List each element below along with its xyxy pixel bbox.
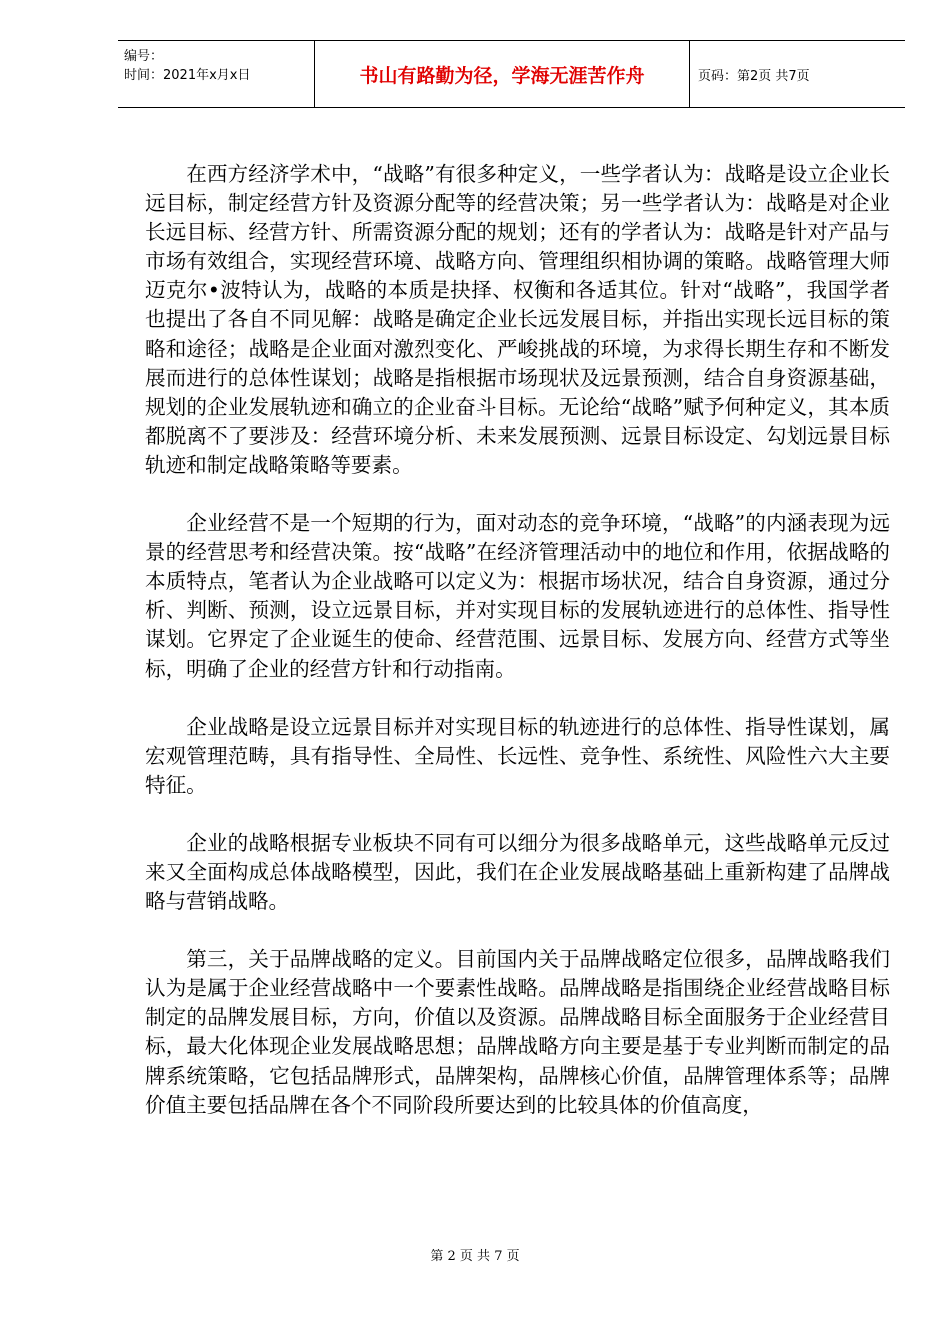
header-meta-cell [118,41,315,107]
paragraph-4: 企业的战略根据专业板块不同有可以细分为很多战略单元，这些战略单元反过来又全面构成总体战略模型，因此，我们在企业发展战略基础上重新构建了品牌战略与营销战略。 [145,830,890,914]
time-label: 时间：2021年x月x日 [124,68,251,83]
document-body [145,160,890,1149]
page-footer: 第 2 页 共 7 页 [430,1249,520,1264]
paragraph-3: 企业战略是设立远景目标并对实现目标的轨迹进行的总体性、指导性谋划，属宏观管理范畴，具有指导性、全局性、长远性、竞争性、系统性、风险性六大主要特征。 [145,714,890,797]
paragraph-2: 企业经营不是一个短期的行为，面对动态的竞争环境，“战略”的内涵表现为远景的经营思考和经营决策。按“战略”在经济管理活动中的地位和作用，依据战略的本质特点，笔者认为企业战略可以定义为：根据市场状况，结合自身资源，通过分析、判断、预测，设立远景目标，并对实现目标的发展轨迹进行的总体性、指导性谋划。它界定了企业诞生的使命、经营范围、远景目标、发展方向、经营方式等坐标，明确了企业的经营方针和行动指南。 [145,511,890,681]
paragraph-5: 第三，关于品牌战略的定义。目前国内关于品牌战略定位很多，品牌战略我们认为是属于企业经营战略中一个要素性战略。品牌战略是指围绕企业经营战略目标制定的品牌发展目标，方向，价值以及资源。品牌战略目标全面服务于企业经营目标，最大化体现企业发展战略思想；品牌战略方向主要是基于专业判断而制定的品牌系统策略，它包括品牌形式，品牌架构，品牌核心价值，品牌管理体系等；品牌价值主要包括品牌在各个不同阶段所要达到的比较具体的价值高度， [145,947,890,1117]
paragraph-1: 在西方经济学术中，“战略”有很多种定义，一些学者认为：战略是设立企业长远目标，制定经营方针及资源分配等的经营决策；另一些学者认为：战略是对企业长远目标、经营方针、所需资源分配的规划；还有的学者认为：战略是针对产品与市场有效组合，实现经营环境、战略方向、管理组织相协调的策略。战略管理大师迈克尔•波特认为，战略的本质是抉择、权衡和各适其位。针对“战略”，我国学者也提出了各自不同见解：战略是确定企业长远发展目标，并指出实现长远目标的策略和途径；战略是企业面对激烈变化、严峻挑战的环境，为求得长期生存和不断发展而进行的总体性谋划；战略是指根据市场现状及远景预测，结合自身资源基础，规划的企业发展轨迹和确立的企业奋斗目标。无论给“战略”赋予何种定义，其本质都脱离不了要涉及：经营环境分析、未来发展预测、远景目标设定、勾划远景目标轨迹和制定战略策略等要素。 [145,162,890,477]
header-motto: 书山有路勤为径，学海无涯苦作舟 [315,41,690,107]
page-header [118,40,905,108]
number-label: 编号： [124,49,164,64]
header-page-info: 页码：第2页 共7页 [698,69,810,84]
